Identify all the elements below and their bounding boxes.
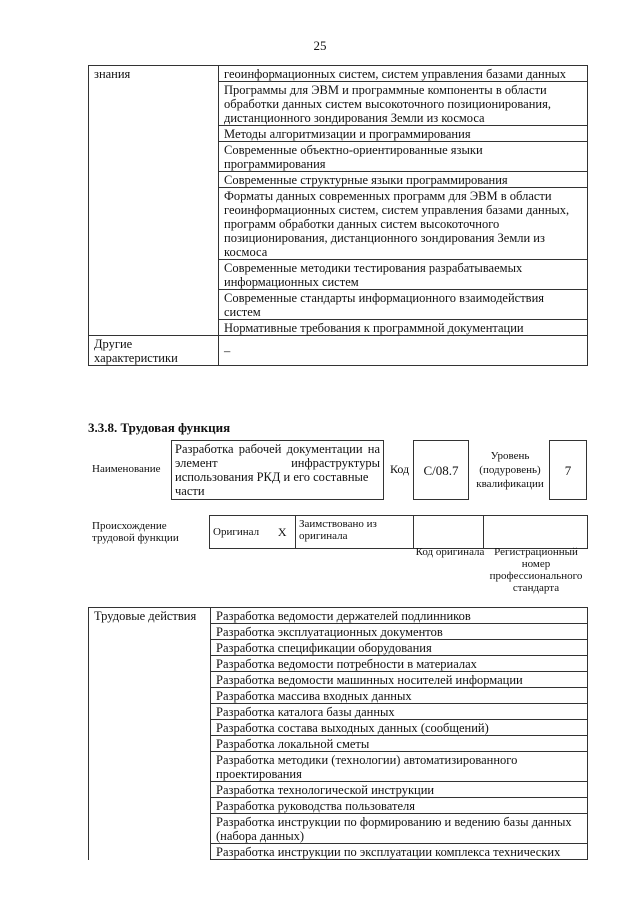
origin-original: Оригинал [210, 516, 270, 549]
code-label: Код [390, 462, 410, 476]
caption-original-code: Код оригинала [415, 546, 485, 558]
knowledge-item: геоинформационных систем, систем управления базами данных [219, 66, 588, 82]
labor-action-item: Разработка методики (технологии) автоматизированного проектирования [211, 752, 588, 782]
labor-action-item: Разработка ведомости держателей подлинников [211, 608, 588, 624]
function-name-text-end: части [175, 484, 205, 498]
origin-label: Происхождение трудовой функции [92, 520, 179, 544]
labor-action-item: Разработка спецификации оборудования [211, 640, 588, 656]
caption-registration-number: Регистрационный номер профессионального стандарта [489, 546, 583, 594]
origin-mark: X [270, 516, 296, 549]
labor-action-item: Разработка технологической инструкции [211, 782, 588, 798]
knowledge-table [88, 65, 588, 366]
labor-actions-label: Трудовые действия [89, 608, 211, 624]
function-name-box [171, 440, 384, 500]
other-characteristics-value: – [219, 336, 588, 366]
origin-borrowed: Заимствовано из оригинала [296, 516, 414, 549]
knowledge-item: Программы для ЭВМ и программные компоненты в области обработки данных систем высокоточного позиционирования, дистанционного зондирования Земли из космоса [219, 82, 588, 126]
knowledge-item: Современные объектно-ориентированные языки программирования [219, 142, 588, 172]
labor-actions-table [88, 607, 588, 860]
labor-action-item: Разработка состава выходных данных (сообщений) [211, 720, 588, 736]
page-number: 25 [313, 38, 327, 53]
labor-action-item: Разработка каталога базы данных [211, 704, 588, 720]
knowledge-item: Нормативные требования к программной документации [219, 320, 588, 336]
origin-table [209, 515, 588, 549]
knowledge-item: Методы алгоритмизации и программирования [219, 126, 588, 142]
labor-action-item: Разработка эксплуатационных документов [211, 624, 588, 640]
labor-action-item: Разработка руководства пользователя [211, 798, 588, 814]
labor-action-item: Разработка инструкции по эксплуатации комплекса технических [211, 844, 588, 860]
knowledge-item: Современные структурные языки программирования [219, 172, 588, 188]
code-value: C/08.7 [413, 440, 469, 500]
labor-action-item: Разработка массива входных данных [211, 688, 588, 704]
level-label: Уровень (подуровень) квалификации [476, 450, 544, 490]
section-heading: 3.3.8. Трудовая функция [88, 420, 231, 435]
origin-code-cell [414, 516, 484, 549]
level-value: 7 [549, 440, 587, 500]
labor-action-item: Разработка ведомости потребности в материалах [211, 656, 588, 672]
knowledge-item: Форматы данных современных программ для ЭВМ в области геоинформационных систем, систем управления базами данных, программ обработки данных систем высокоточного позиционирования, дистанционного зондирования Земли из космоса [219, 188, 588, 260]
other-characteristics-label: Другие характеристики [89, 336, 219, 366]
function-name-text: Разработка рабочей документации на элемент инфраструктуры использования РКД и его составные [175, 442, 380, 484]
origin-reg-cell [484, 516, 588, 549]
labor-action-item: Разработка ведомости машинных носителей информации [211, 672, 588, 688]
name-label: Наименование [92, 463, 161, 475]
knowledge-item: Современные стандарты информационного взаимодействия систем [219, 290, 588, 320]
knowledge-label: знания [89, 66, 219, 82]
knowledge-item: Современные методики тестирования разрабатываемых информационных систем [219, 260, 588, 290]
labor-action-item: Разработка инструкции по формированию и ведению базы данных (набора данных) [211, 814, 588, 844]
labor-action-item: Разработка локальной сметы [211, 736, 588, 752]
